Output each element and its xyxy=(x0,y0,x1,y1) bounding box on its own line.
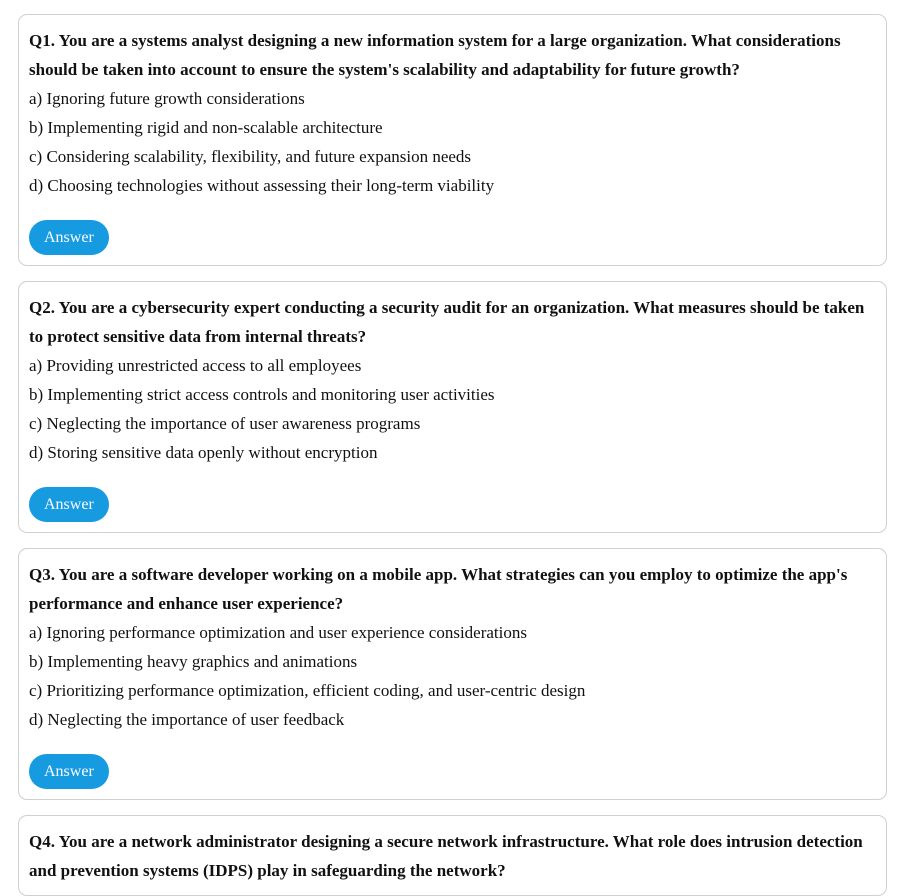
answer-button[interactable]: Answer xyxy=(29,754,109,789)
option-d: d) Storing sensitive data openly without encryption xyxy=(29,443,378,462)
question-text: Q3. You are a software developer working on a mobile app. What strategies can you employ to optimize the app's performance and enhance user experience? xyxy=(29,565,848,613)
option-a: a) Ignoring future growth considerations xyxy=(29,89,305,108)
option-a: a) Providing unrestricted access to all employees xyxy=(29,356,362,375)
option-d: d) Neglecting the importance of user feedback xyxy=(29,710,345,729)
option-c: c) Considering scalability, flexibility, and future expansion needs xyxy=(29,147,472,166)
question-card-2 xyxy=(18,281,887,533)
question-text: Q4. You are a network administrator designing a secure network infrastructure. What role does intrusion detection and prevention systems (IDPS) play in safeguarding the network? xyxy=(29,832,863,880)
option-b: b) Implementing strict access controls and monitoring user activities xyxy=(29,385,495,404)
option-d: d) Choosing technologies without assessing their long-term viability xyxy=(29,176,495,195)
question-text: Q1. You are a systems analyst designing a new information system for a large organization. What considerations should be taken into account to ensure the system's scalability and adaptability for future growth? xyxy=(29,31,841,79)
question-text: Q2. You are a cybersecurity expert conducting a security audit for an organization. What measures should be taken to protect sensitive data from internal threats? xyxy=(29,298,865,346)
option-b: b) Implementing rigid and non-scalable architecture xyxy=(29,118,383,137)
option-c: c) Neglecting the importance of user awareness programs xyxy=(29,414,421,433)
option-a: a) Ignoring performance optimization and user experience considerations xyxy=(29,623,527,642)
question-card-1 xyxy=(18,14,887,266)
option-b: b) Implementing heavy graphics and animations xyxy=(29,652,358,671)
answer-button[interactable]: Answer xyxy=(29,220,109,255)
question-card-4 xyxy=(18,815,887,896)
option-c: c) Prioritizing performance optimization, efficient coding, and user-centric design xyxy=(29,681,586,700)
question-card-3 xyxy=(18,548,887,800)
answer-button[interactable]: Answer xyxy=(29,487,109,522)
